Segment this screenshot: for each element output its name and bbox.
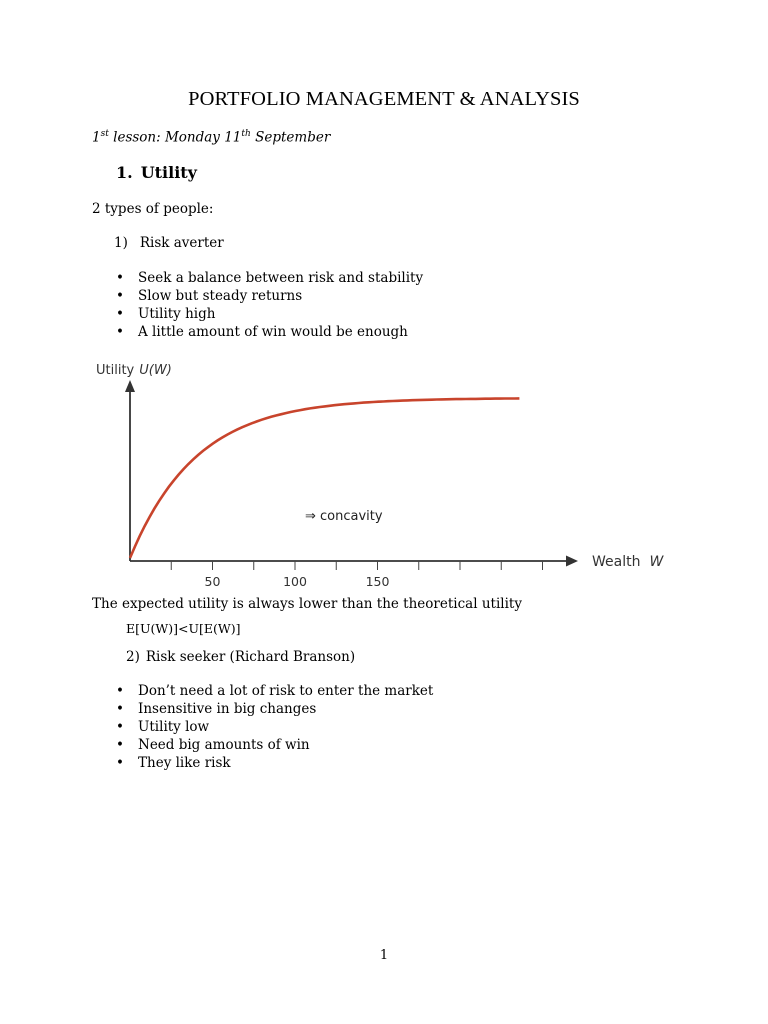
lesson-ordinal: 1 bbox=[92, 129, 101, 146]
lesson-text-a: lesson: Monday 11 bbox=[108, 129, 242, 146]
concavity-annotation: ⇒ concavity bbox=[305, 509, 383, 524]
list-item bbox=[114, 323, 423, 341]
utility-curve bbox=[130, 398, 519, 558]
section-number: 1. bbox=[116, 163, 133, 182]
bullet-icon: • bbox=[116, 719, 124, 735]
bullet-text: Utility low bbox=[138, 719, 210, 735]
x-tick-label: 100 bbox=[283, 574, 307, 589]
bullet-text: Seek a balance between risk and stability bbox=[138, 270, 424, 286]
list-item bbox=[114, 754, 433, 772]
type1-number: 1) bbox=[114, 235, 128, 251]
bullet-icon: • bbox=[116, 324, 124, 340]
bullet-text: A little amount of win would be enough bbox=[138, 324, 408, 340]
type1-heading bbox=[114, 235, 224, 251]
x-axis-arrow bbox=[566, 556, 578, 567]
x-axis-ticks bbox=[171, 561, 542, 589]
list-item bbox=[114, 287, 423, 305]
bullet-text: Insensitive in big changes bbox=[138, 701, 317, 717]
lesson-ordinal-suffix: st bbox=[100, 129, 109, 139]
bullet-icon: • bbox=[116, 288, 124, 304]
type2-number: 2) bbox=[126, 649, 140, 665]
x-tick-label: 150 bbox=[365, 574, 390, 589]
x-axis-label-text: Wealth bbox=[592, 554, 641, 570]
y-axis-label-func: U(W) bbox=[139, 363, 172, 378]
type2-label: Risk seeker (Richard Branson) bbox=[145, 649, 356, 665]
bullet-text: Need big amounts of win bbox=[138, 737, 310, 753]
list-item bbox=[114, 736, 433, 754]
utility-formula: E[U(W)]<U[E(W)] bbox=[126, 621, 241, 636]
utility-chart bbox=[0, 356, 768, 596]
bullet-icon: • bbox=[116, 755, 124, 771]
y-axis-label-text: Utility bbox=[96, 363, 135, 378]
x-tick-label: 50 bbox=[204, 574, 221, 589]
list-item bbox=[114, 682, 433, 700]
page-number: 1 bbox=[379, 948, 389, 963]
x-axis-label-var: W bbox=[649, 554, 664, 570]
list-item bbox=[114, 718, 433, 736]
bullet-icon: • bbox=[116, 737, 124, 753]
bullet-icon: • bbox=[116, 306, 124, 322]
type1-bullet-list bbox=[114, 269, 423, 341]
x-axis-label bbox=[592, 554, 664, 570]
y-axis-label bbox=[96, 363, 172, 378]
list-item bbox=[114, 305, 423, 323]
bullet-icon: • bbox=[116, 270, 124, 286]
bullet-text: Utility high bbox=[138, 306, 216, 322]
list-item bbox=[114, 269, 423, 287]
lesson-day-suffix: th bbox=[241, 129, 251, 139]
section-heading bbox=[116, 163, 197, 182]
section-title: Utility bbox=[140, 163, 197, 182]
lesson-date bbox=[92, 129, 330, 146]
page-title: PORTFOLIO MANAGEMENT & ANALYSIS bbox=[188, 88, 580, 110]
intro-text: 2 types of people: bbox=[92, 201, 214, 217]
bullet-text: Slow but steady returns bbox=[138, 288, 303, 304]
bullet-icon: • bbox=[116, 701, 124, 717]
type2-heading bbox=[126, 649, 355, 665]
bullet-text: Don’t need a lot of risk to enter the market bbox=[138, 683, 434, 699]
bullet-text: They like risk bbox=[138, 755, 231, 771]
y-axis-arrow bbox=[125, 380, 135, 392]
lesson-text-b: September bbox=[250, 129, 331, 146]
expected-utility-statement: The expected utility is always lower than the theoretical utility bbox=[92, 596, 522, 612]
list-item bbox=[114, 700, 433, 718]
bullet-icon: • bbox=[116, 683, 124, 699]
type2-bullet-list bbox=[114, 682, 433, 772]
type1-label: Risk averter bbox=[139, 235, 224, 251]
